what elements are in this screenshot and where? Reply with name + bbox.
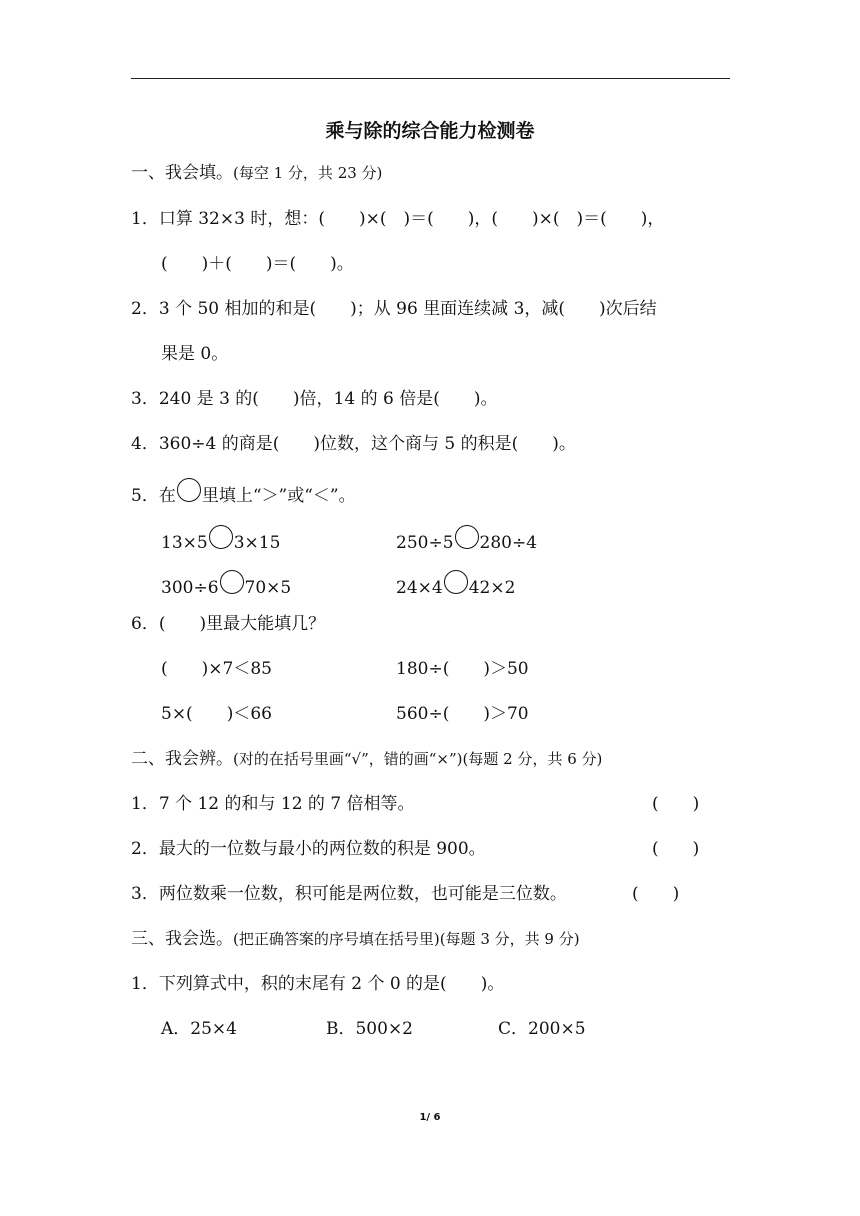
page-number: 1/ 6 bbox=[419, 1112, 441, 1123]
q5-item-2-right: 280÷4 bbox=[479, 533, 538, 553]
q5-item-3-left: 300÷6 bbox=[161, 578, 219, 598]
q6-item-4: 560÷( )＞70 bbox=[396, 704, 529, 724]
choice-q1: 1．下列算式中，积的末尾有 2 个 0 的是( )。 bbox=[131, 974, 505, 994]
q5-suffix: 里填上“＞”或“＜”。 bbox=[201, 486, 356, 506]
q5-item-4-right: 42×2 bbox=[468, 578, 516, 598]
q5-instruction bbox=[131, 478, 356, 507]
choice-option-b[interactable]: B．500×2 bbox=[326, 1019, 414, 1039]
judge-q2-answer[interactable]: ( ) bbox=[652, 839, 700, 859]
circle-blank[interactable] bbox=[444, 570, 468, 594]
q5-item-3-right: 70×5 bbox=[244, 578, 292, 598]
section-1-score: (每空 1 分，共 23 分) bbox=[233, 164, 383, 182]
q5-item-4 bbox=[396, 570, 515, 599]
q5-item-1-left: 13×5 bbox=[161, 533, 208, 553]
circle-blank[interactable] bbox=[220, 570, 244, 594]
section-3-score: (把正确答案的序号填在括号里)(每题 3 分，共 9 分) bbox=[233, 930, 580, 948]
q4: 4．360÷4 的商是( )位数，这个商与 5 的积是( )。 bbox=[131, 434, 576, 454]
q6-instruction: 6．( )里最大能填几？ bbox=[131, 614, 326, 634]
judge-q1-answer[interactable]: ( ) bbox=[652, 794, 700, 814]
q1-line-1: 1．口算 32×3 时，想：( )×( )＝( )，( )×( )＝( )， bbox=[131, 209, 665, 229]
section-2-score: (对的在括号里画“√”，错的画“×”)(每题 2 分，共 6 分) bbox=[233, 750, 603, 768]
section-1-title: 一、我会填。 bbox=[131, 163, 233, 183]
section-3-title: 三、我会选。 bbox=[131, 929, 233, 949]
circle-blank[interactable] bbox=[177, 478, 201, 502]
choice-option-c[interactable]: C．200×5 bbox=[498, 1019, 586, 1039]
q1-line-2: ( )＋( )＝( )。 bbox=[161, 254, 354, 274]
circle-blank[interactable] bbox=[209, 525, 233, 549]
q5-item-3 bbox=[161, 570, 291, 599]
q5-item-4-left: 24×4 bbox=[396, 578, 443, 598]
section-2-heading bbox=[131, 748, 602, 770]
q2-line-2: 果是 0。 bbox=[161, 344, 229, 364]
circle-blank[interactable] bbox=[455, 525, 479, 549]
q5-item-1-right: 3×15 bbox=[233, 533, 281, 553]
page-title: 乘与除的综合能力检测卷 bbox=[325, 120, 535, 142]
q6-item-1: ( )×7＜85 bbox=[161, 659, 272, 679]
q5-item-2 bbox=[396, 525, 537, 554]
q6-item-3: 5×( )＜66 bbox=[161, 704, 272, 724]
section-2-title: 二、我会辨。 bbox=[131, 749, 233, 769]
q2-line-1: 2．3 个 50 相加的和是( )；从 96 里面连续减 3，减( )次后结 bbox=[131, 299, 657, 319]
section-3-heading bbox=[131, 928, 580, 950]
section-1-heading bbox=[131, 162, 382, 184]
q5-item-2-left: 250÷5 bbox=[396, 533, 454, 553]
q6-item-2: 180÷( )＞50 bbox=[396, 659, 529, 679]
judge-q3-answer[interactable]: ( ) bbox=[632, 884, 680, 904]
judge-q1: 1．7 个 12 的和与 12 的 7 倍相等。 bbox=[131, 794, 415, 814]
judge-q2: 2．最大的一位数与最小的两位数的积是 900。 bbox=[131, 839, 486, 859]
q5-prefix: 5．在 bbox=[131, 486, 176, 506]
q3: 3．240 是 3 的( )倍，14 的 6 倍是( )。 bbox=[131, 389, 498, 409]
q5-item-1 bbox=[161, 525, 280, 554]
header-rule bbox=[131, 78, 730, 79]
judge-q3: 3．两位数乘一位数，积可能是两位数，也可能是三位数。 bbox=[131, 884, 567, 904]
choice-option-a[interactable]: A．25×4 bbox=[161, 1019, 237, 1039]
